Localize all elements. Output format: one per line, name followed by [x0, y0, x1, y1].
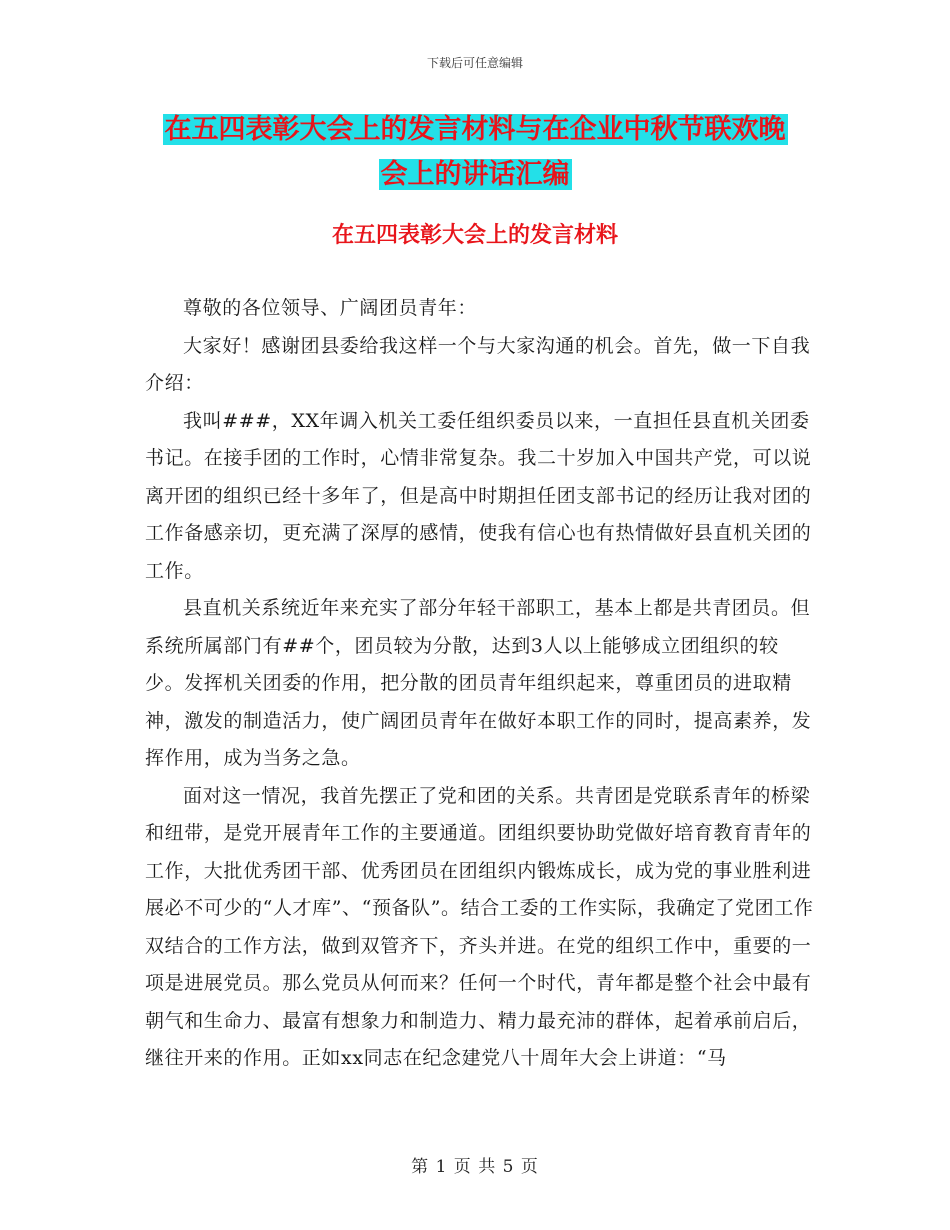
document-title-line-2 — [0, 155, 950, 195]
page-footer: 第 1 页 共 5 页 — [411, 1157, 539, 1177]
paragraph: 尊敬的各位领导、广阔团员青年： — [183, 297, 478, 319]
paragraph: 我叫###，XX年调入机关工委任组织委员以来，一直担任县直机关团委书记。在接手团的工作时，心情非常复杂。我二十岁加入中国共产党，可以说离开团的组织已经十多年了，但是高中时期担任团支部书记的经历让我对团的工作备感亲切，更充满了深厚的感情，使我有信心也有热情做好县直机关团的工作。 — [145, 409, 812, 582]
document-title-text-1: 在五四表彰大会上的发言材料与在企业中秋节联欢晚 — [164, 114, 786, 145]
header-note: 下载后可任意编辑 — [426, 56, 523, 70]
paragraph: 县直机关系统近年来充实了部分年轻干部职工，基本上都是共青团员。但系统所属部门有##个，团员较为分散，达到3人以上能够成立团组织的较少。发挥机关团委的作用，把分散的团员青年组织起来，尊重团员的进取精神，激发的制造活力，使广阔团员青年在做好本职工作的同时，提高素养，发挥作用，成为当务之急。 — [145, 597, 812, 769]
document-title-line-1 — [0, 110, 950, 150]
body-text — [145, 290, 815, 1078]
document-title-text-2: 会上的讲话汇编 — [380, 159, 570, 190]
paragraph: 面对这一情况，我首先摆正了党和团的关系。共青团是党联系青年的桥梁和纽带，是党开展青年工作的主要通道。团组织要协助党做好培育教育青年的工作，大批优秀团干部、优秀团员在团组织内锻炼成长，成为党的事业胜利进展必不可少的“人才库”、“预备队”。结合工委的工作实际，我确定了党团工作双结合的工作方法，做到双管齐下，齐头并进。在党的组织工作中，重要的一项是进展党员。那么党员从何而来？任何一个时代，青年都是整个社会中最有朝气和生命力、最富有想象力和制造力、精力最充沛的群体，起着承前启后，继往开来的作用。正如xx同志在纪念建党八十周年大会上讲道：“马 — [145, 784, 814, 1069]
paragraph: 大家好！感谢团县委给我这样一个与大家沟通的机会。首先，做一下自我介绍： — [145, 334, 811, 394]
section-title: 在五四表彰大会上的发言材料 — [331, 223, 618, 248]
